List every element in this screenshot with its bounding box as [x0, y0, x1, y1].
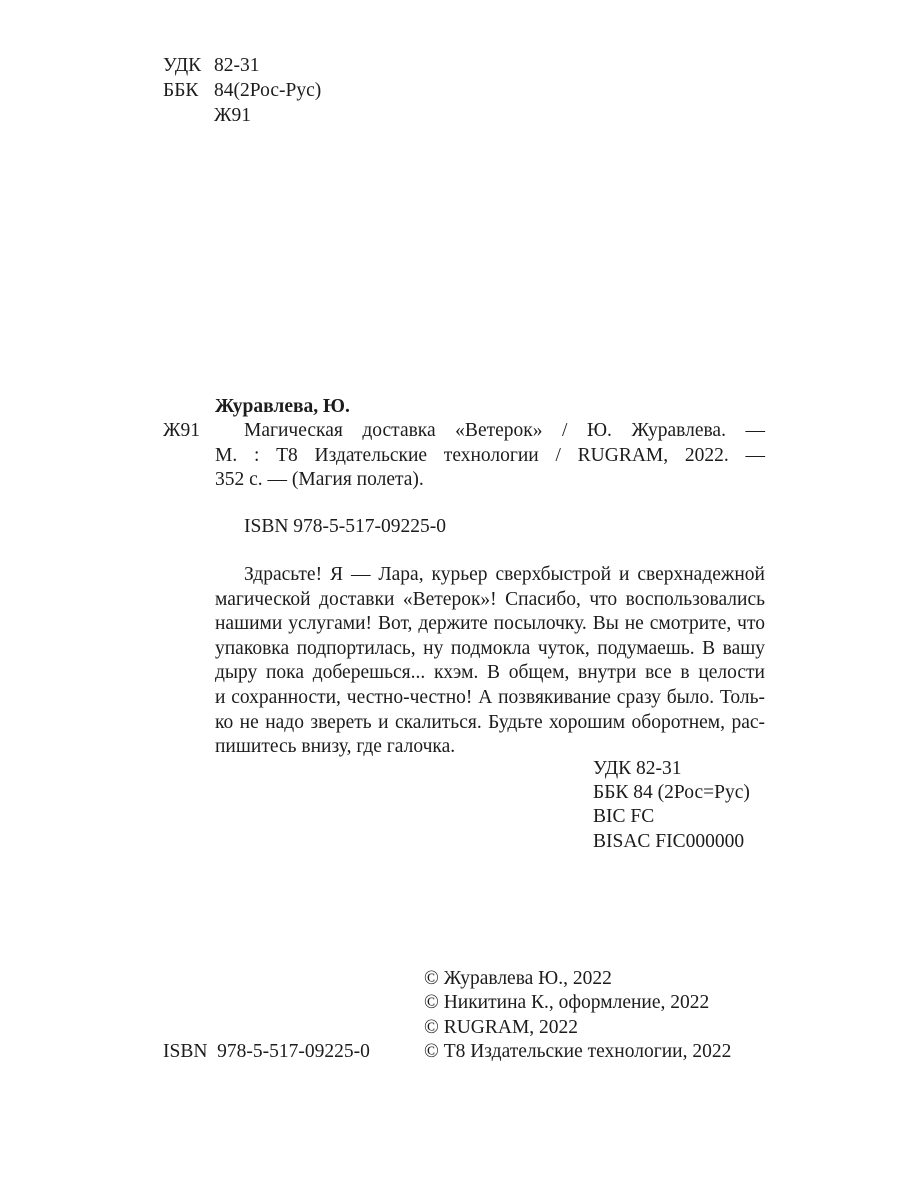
- record-author: Журавлева, Ю.: [215, 396, 350, 417]
- record-isbn: ISBN 978-5-517-09225-0: [244, 516, 447, 537]
- annotation-line: нашими услугами! Вот, держите посылочку. Вы не смотрите, что: [215, 613, 765, 635]
- classification-block: [593, 757, 750, 854]
- bottom-isbn: ISBN 978-5-517-09225-0: [163, 1041, 370, 1062]
- classification-bic: BIC FC: [593, 806, 655, 828]
- annotation-line: ко не надо звереть и скалиться. Будьте хорошим оборотнем, рас-: [215, 711, 765, 733]
- top-bbk-line: [163, 79, 321, 103]
- record-description-cont: [215, 444, 765, 493]
- annotation-line: упаковка подпортилась, ну подмокла чуток, подумаешь. В вашу: [215, 637, 765, 659]
- annotation-line: и сохранности, честно-честно! А позвякивание сразу было. Толь-: [215, 686, 765, 708]
- annotation-line: дыру пока доберешься... кхэм. В общем, внутри все в целости: [215, 662, 765, 684]
- classification-udk: УДК 82-31: [593, 758, 682, 779]
- top-udk-label: УДК: [163, 55, 202, 76]
- annotation-line: Здрасьте! Я — Лара, курьер сверхбыстрой и сверхнадежной: [244, 564, 765, 585]
- annotation-line: магической доставки «Ветерок»! Спасибо, что воспользовались: [215, 588, 765, 610]
- description-line-3: 352 с. — (Магия полета).: [215, 469, 424, 490]
- classification-bisac: BISAC FIC000000: [593, 830, 745, 852]
- copyright-publisher: © Т8 Издательские технологии, 2022: [424, 1041, 732, 1063]
- record-author-sign: Ж91: [163, 420, 200, 441]
- annotation-line: пишитесь внизу, где галочка.: [215, 736, 456, 758]
- copyright-block: [424, 967, 731, 1065]
- copyright-design: © Никитина К., оформление, 2022: [424, 992, 710, 1014]
- annotation: [215, 563, 765, 760]
- description-line-1: Магическая доставка «Ветерок» / Ю. Журавлева. —: [244, 420, 765, 441]
- copyright-author: © Журавлева Ю., 2022: [424, 968, 612, 989]
- top-udk-line: [163, 54, 260, 78]
- top-udk-value: 82-31: [214, 55, 260, 76]
- classification-bbk: ББК 84 (2Рос=Рус): [593, 782, 750, 804]
- record-description: [244, 419, 765, 444]
- top-bbk-label: ББК: [163, 80, 199, 101]
- description-line-2: М. : Т8 Издательские технологии / RUGRAM, 2022. —: [215, 444, 765, 466]
- top-bbk-value: 84(2Рос-Рус): [214, 80, 322, 101]
- top-author-sign: Ж91: [214, 105, 251, 126]
- copyright-rugram: © RUGRAM, 2022: [424, 1016, 579, 1038]
